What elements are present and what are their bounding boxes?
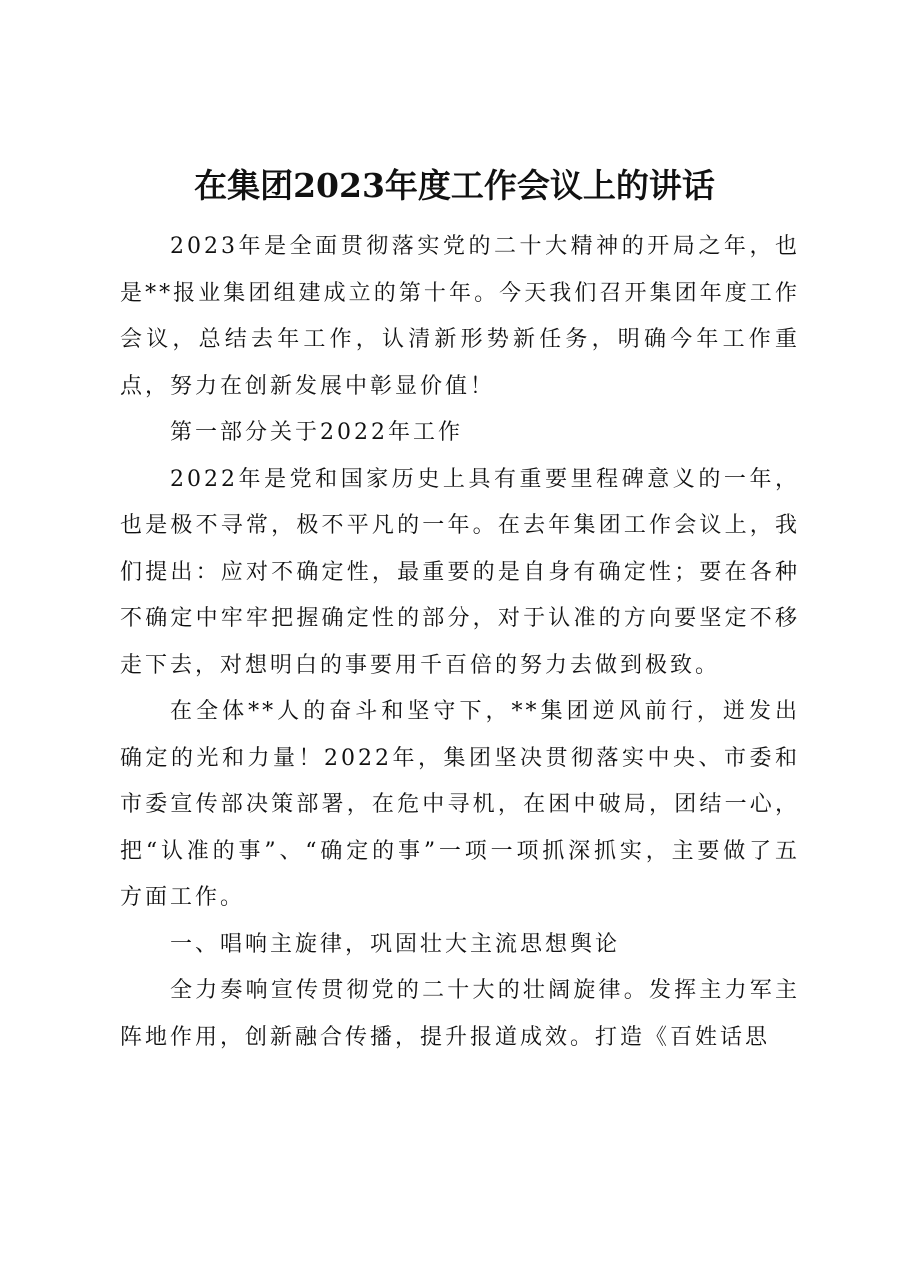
document-title: 在集团2023年度工作会议上的讲话 xyxy=(194,166,715,205)
document-body xyxy=(120,224,800,1061)
section-heading-part-one: 第一部分关于2022年工作 xyxy=(170,420,463,445)
section-heading-one: 一、唱响主旋律，巩固壮大主流思想舆论 xyxy=(170,931,621,957)
paragraph-propaganda: 全力奏响宣传贯彻党的二十大的壮阔旋律。发挥主力军主阵地作用，创新融合传播，提升报道成效。打造《百姓话思 xyxy=(120,978,800,1050)
paragraph-2022-overview: 2022年是党和国家历史上具有重要里程碑意义的一年，也是极不寻常，极不平凡的一年。在去年集团工作会议上，我们提出：应对不确定性，最重要的是自身有确定性；要在各种不确定中牢牢把握确定性的部分，对于认准的方向要坚定不移走下去，对想明白的事要用千百倍的努力去做到极致。 xyxy=(120,466,800,678)
paragraph-2022-achievements: 在全体**人的奋斗和坚守下，**集团逆风前行，迸发出确定的光和力量！2022年，集团坚决贯彻落实中央、市委和市委宣传部决策部署，在危中寻机，在困中破局，团结一心，把“认准的事”、“确定的事”一项一项抓深抓实，主要做了五方面工作。 xyxy=(120,699,800,910)
paragraph-intro: 2023年是全面贯彻落实党的二十大精神的开局之年，也是**报业集团组建成立的第十年。今天我们召开集团年度工作会议，总结去年工作，认清新形势新任务，明确今年工作重点，努力在创新发展中彰显价值！ xyxy=(120,234,800,399)
